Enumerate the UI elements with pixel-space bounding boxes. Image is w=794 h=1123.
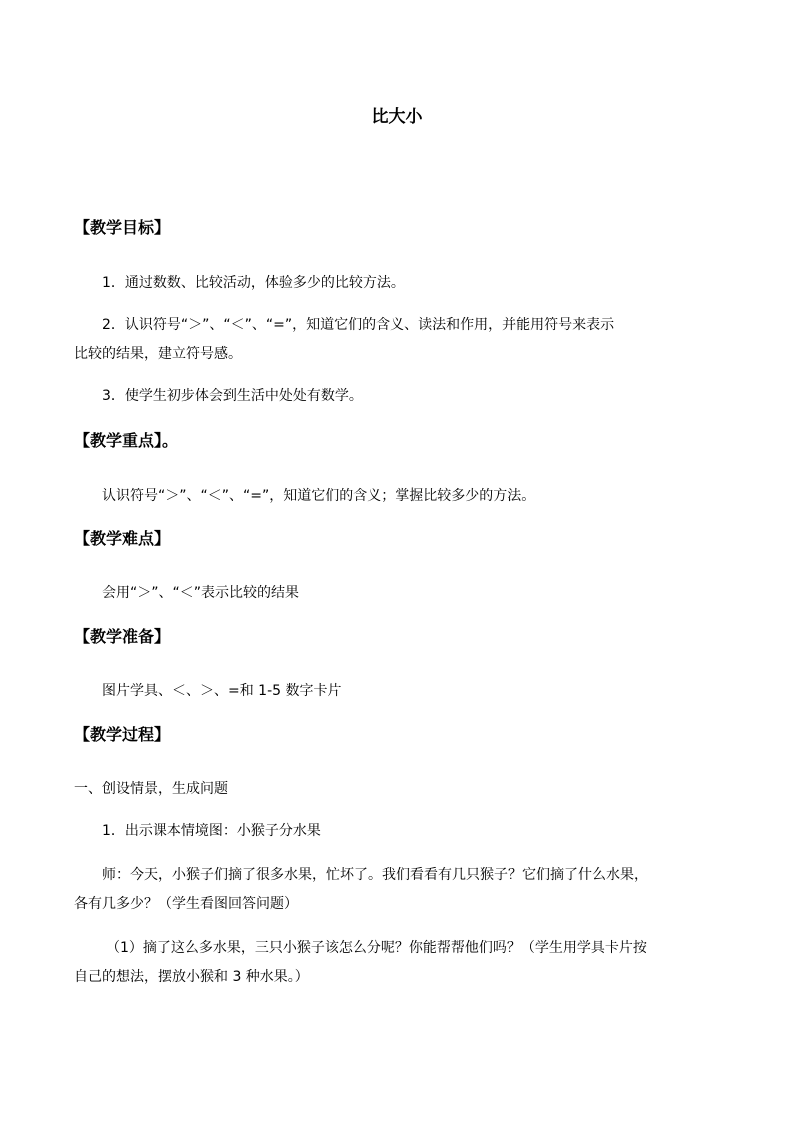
process-item-1: 1．出示课本情境图：小猴子分水果 <box>102 823 321 839</box>
goal-item-2-line-2: 比较的结果，建立符号感。 <box>74 346 242 362</box>
goal-item-3: 3．使学生初步体会到生活中处处有数学。 <box>102 388 363 404</box>
heading-preparation: 【教学准备】 <box>74 627 171 646</box>
sub-item-1-line-2: 自己的想法，摆放小猴和 3 种水果。） <box>74 969 309 985</box>
document-title: 比大小 <box>371 107 423 127</box>
heading-teaching-goals: 【教学目标】 <box>74 218 171 237</box>
teacher-line-1: 师：今天，小猴子们摘了很多水果，忙坏了。我们看看有几只猴子？它们摘了什么水果， <box>102 867 648 883</box>
goal-item-2-line-1: 2．认识符号“＞”、“＜”、“=”，知道它们的含义、读法和作用，并能用符号来表示 <box>102 317 615 333</box>
teacher-line-2: 各有几多少？（学生看图回答问题） <box>74 896 298 912</box>
heading-difficulties: 【教学难点】 <box>74 529 171 548</box>
process-step-1: 一、创设情景，生成问题 <box>74 781 228 797</box>
difficulties-text: 会用“＞”、“＜”表示比较的结果 <box>102 585 300 601</box>
preparation-text: 图片学具、＜、＞、=和 1-5 数字卡片 <box>102 683 342 699</box>
goal-item-1: 1．通过数数、比较活动，体验多少的比较方法。 <box>102 275 405 291</box>
heading-key-points: 【教学重点】。 <box>74 431 179 450</box>
heading-process: 【教学过程】 <box>74 725 171 744</box>
sub-item-1-line-1: （1）摘了这么多水果，三只小猴子该怎么分呢？你能帮帮他们吗？（学生用学具卡片按 <box>106 940 647 956</box>
key-points-text: 认识符号“＞”、“＜”、“=”，知道它们的含义；掌握比较多少的方法。 <box>102 488 536 504</box>
